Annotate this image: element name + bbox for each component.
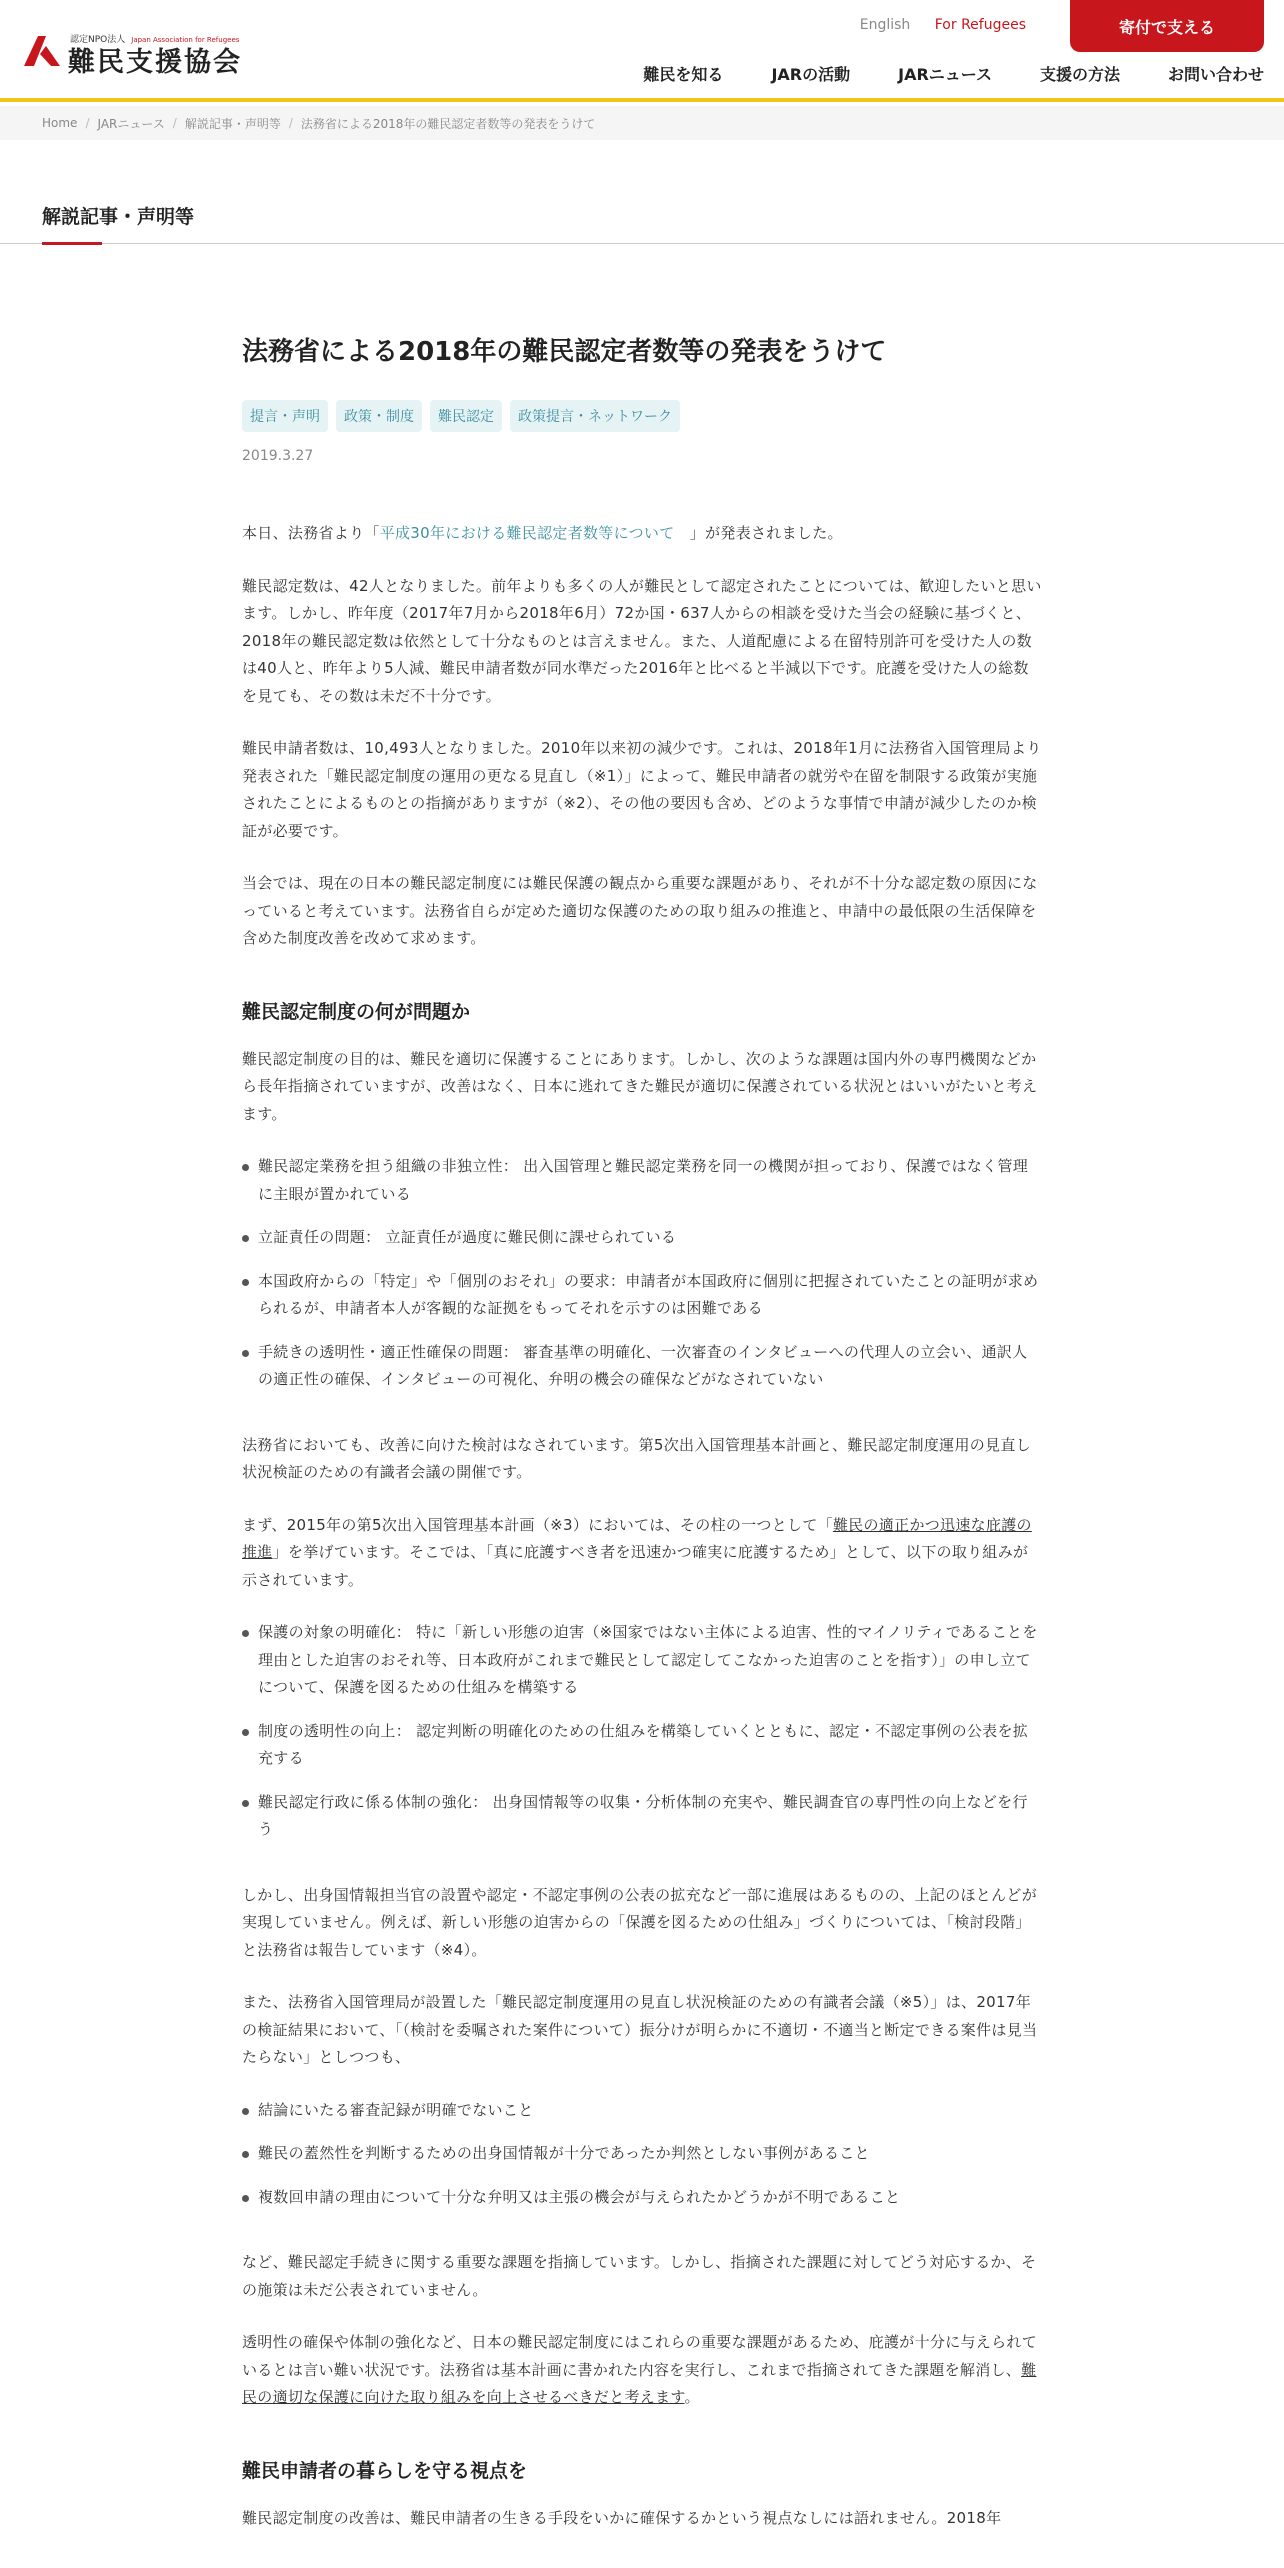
- moj-announcement-link[interactable]: 平成30年における難民認定者数等について: [379, 524, 675, 542]
- utility-links: [860, 17, 1026, 33]
- site-logo[interactable]: [20, 30, 250, 78]
- paragraph: 難民認定制度の改善は、難民申請者の生きる手段をいかに確保するかという視点なしには語れません。2018年: [242, 2508, 1002, 2527]
- breadcrumb-separator: /: [172, 116, 177, 130]
- nav-item-news[interactable]: JARニュース: [898, 65, 992, 84]
- breadcrumb-separator: /: [288, 116, 293, 130]
- section-header: [0, 140, 1284, 244]
- list-item: 立証責任の問題： 立証責任が過度に難民側に課せられている: [242, 1224, 1042, 1252]
- paragraph: など、難民認定手続きに関する重要な課題を指摘しています。しかし、指摘された課題に対してどう対応するか、その施策は未だ公表されていません。: [242, 2253, 1037, 2299]
- list-item: 保護の対象の明確化： 特に「新しい形態の迫害（※国家ではない主体による迫害、性的マイノリティであることを理由とした迫害のおそれ等、日本政府がこれまで難民として認定してこなかった迫害のことを指す）」の申し立てについて、保護を図るための仕組みを構築する: [242, 1619, 1042, 1702]
- section-title: 解説記事・声明等: [42, 206, 195, 228]
- paragraph: 当会では、現在の日本の難民認定制度には難民保護の観点から重要な課題があり、それが不十分な認定数の原因になっていると考えています。法務省自らが定めた適切な保護のための取り組みの推進と、申請中の最低限の生活保障を含めた制度改善を改めて求めます。: [242, 874, 1038, 947]
- paragraph-intro: 本日、法務省より「平成30年における難民認定者数等について 」が発表されました。: [242, 524, 843, 542]
- paragraph: 難民認定数は、42人となりました。前年よりも多くの人が難民として認定されたことについては、歓迎したいと思います。しかし、昨年度（2017年7月から2018年6月）72か国・637人からの相談を受けた当会の経験に基づくと、2018年の難民認定数は依然として十分なものとは言えません。また、人道配慮による在留特別許可を受けた人の数は40人と、昨年より5人減、難民申請者数が同水準だった2016年と比べると半減以下です。庇護を受けた人の総数を見ても、その数は未だ不十分です。: [242, 576, 1042, 705]
- breadcrumb-news[interactable]: JARニュース: [97, 116, 165, 131]
- article-title: 法務省による2018年の難民認定者数等の発表をうけて: [242, 337, 887, 367]
- article: [242, 332, 1042, 2557]
- tag-item[interactable]: 難民認定: [430, 400, 502, 432]
- section-heading: 難民認定制度の何が問題か: [242, 1000, 471, 1023]
- nav-item-learn[interactable]: 難民を知る: [643, 65, 724, 84]
- section-underline: [42, 242, 102, 245]
- list-item: 手続きの透明性・適正性確保の問題： 審査基準の明確化、一次審査のインタビューへの代理人の立会い、通訳人の適正性の確保、インタビューの可視化、弁明の機会の確保などがなされていない: [242, 1339, 1042, 1394]
- english-link[interactable]: English: [859, 17, 911, 33]
- nav-item-contact[interactable]: お問い合わせ: [1167, 65, 1264, 84]
- breadcrumb-separator: /: [85, 116, 90, 130]
- donate-button[interactable]: 寄付で支える: [1070, 0, 1264, 52]
- list-item: 制度の透明性の向上： 認定判断の明確化のための仕組みを構築していくとともに、認定・不認定事例の公表を拡充する: [242, 1718, 1042, 1773]
- for-refugees-link[interactable]: For Refugees: [934, 17, 1026, 33]
- tag-list: [242, 400, 1042, 432]
- section-heading: 難民申請者の暮らしを守る視点を: [242, 2459, 528, 2482]
- tag-item[interactable]: 政策提言・ネットワーク: [510, 400, 680, 432]
- breadcrumb-category[interactable]: 解説記事・声明等: [184, 116, 281, 131]
- article-date: 2019.3.27: [242, 448, 314, 464]
- bullet-list: [242, 2097, 1042, 2212]
- paragraph: まず、2015年の第5次出入国管理基本計画（※3）においては、その柱の一つとして「難民の適正かつ迅速な庇護の推進」を挙げています。そこでは、「真に庇護すべき者を迅速かつ確実に庇護するため」として、以下の取り組みが示されています。: [242, 1515, 1032, 1589]
- tag-item[interactable]: 提言・声明: [242, 400, 328, 432]
- paragraph: 法務省においても、改善に向けた検討はなされています。第5次出入国管理基本計画と、難民認定制度運用の見直し状況検証のための有識者会議の開催です。: [242, 1435, 1031, 1481]
- list-item: 複数回申請の理由について十分な弁明又は主張の機会が与えられたかどうかが不明であること: [242, 2184, 1042, 2212]
- nav-item-support[interactable]: 支援の方法: [1039, 65, 1120, 84]
- list-item: 難民の蓋然性を判断するための出身国情報が十分であったか判然としない事例があること: [242, 2140, 1042, 2168]
- protection-improvement-link[interactable]: 難民の適切な保護に向けた取り組みを向上させるべきだと考えます: [242, 2360, 1037, 2406]
- paragraph: また、法務省入国管理局が設置した「難民認定制度運用の見直し状況検証のための有識者会議（※5）」は、2017年の検証結果において、「（検討を委嘱された案件について）振分けが明らかに不適切・不適当と断定できる案件は見当たらない」としつつも、: [242, 1993, 1038, 2066]
- breadcrumb-home[interactable]: Home: [42, 116, 78, 130]
- logo-text: 難民支援協会: [68, 47, 242, 78]
- asylum-promotion-link[interactable]: 難民の適正かつ迅速な庇護の推進: [242, 1515, 1032, 1561]
- bullet-list: [242, 1153, 1042, 1394]
- tag-item[interactable]: 政策・制度: [336, 400, 422, 432]
- logo-mark-icon: [20, 30, 64, 70]
- main-nav: [595, 62, 1264, 85]
- site-header: [0, 0, 1284, 102]
- list-item: 結論にいたる審査記録が明確でないこと: [242, 2097, 1042, 2125]
- list-item: 本国政府からの「特定」や「個別のおそれ」の要求：申請者が本国政府に個別に把握されていたことの証明が求められるが、申請者本人が客観的な証拠をもってそれを示すのは困難である: [242, 1268, 1042, 1323]
- paragraph: 透明性の確保や体制の強化など、日本の難民認定制度にはこれらの重要な課題があるため、庇護が十分に与えられているとは言い難い状況です。法務省は基本計画に書かれた内容を実行し、これまで指摘されてきた課題を解消し、難民の適切な保護に向けた取り組みを向上させるべきだと考えます。: [242, 2333, 1038, 2406]
- nav-item-activities[interactable]: JARの活動: [771, 65, 851, 84]
- paragraph: 難民申請者数は、10,493人となりました。2010年以来初の減少です。これは、2018年1月に法務省入国管理局より発表された「難民認定制度の運用の更なる見直し（※1）」によって、難民申請者の就労や在留を制限する政策が実施されたことによるものとの指摘がありますが（※2）、その他の要因も含め、どのような事情で申請が減少したのか検証が必要です。: [242, 739, 1042, 840]
- list-item: 難民認定行政に係る体制の強化： 出身国情報等の収集・分析体制の充実や、難民調査官の専門性の向上などを行う: [242, 1789, 1042, 1844]
- list-item: 難民認定業務を担う組織の非独立性： 出入国管理と難民認定業務を同一の機関が担っており、保護ではなく管理に主眼が置かれている: [242, 1153, 1042, 1208]
- breadcrumb: [0, 106, 1284, 140]
- paragraph: 難民認定制度の目的は、難民を適切に保護することにあります。しかし、次のような課題は国内外の専門機関などから長年指摘されていますが、改善はなく、日本に逃れてきた難民が適切に保護されている状況とはいいがたいと考えます。: [242, 1049, 1038, 1123]
- logo-subtitle: 認定NPO法人 Japan Association for Refugees: [70, 35, 240, 45]
- breadcrumb-current: 法務省による2018年の難民認定者数等の発表をうけて: [300, 116, 596, 131]
- bullet-list: [242, 1619, 1042, 1844]
- paragraph: しかし、出身国情報担当官の設置や認定・不認定事例の公表の拡充など一部に進展はあるものの、上記のほとんどが実現していません。例えば、新しい形態の迫害からの「保護を図るための仕組み」づくりについては、「検討段階」と法務省は報告しています（※4）。: [242, 1885, 1038, 1959]
